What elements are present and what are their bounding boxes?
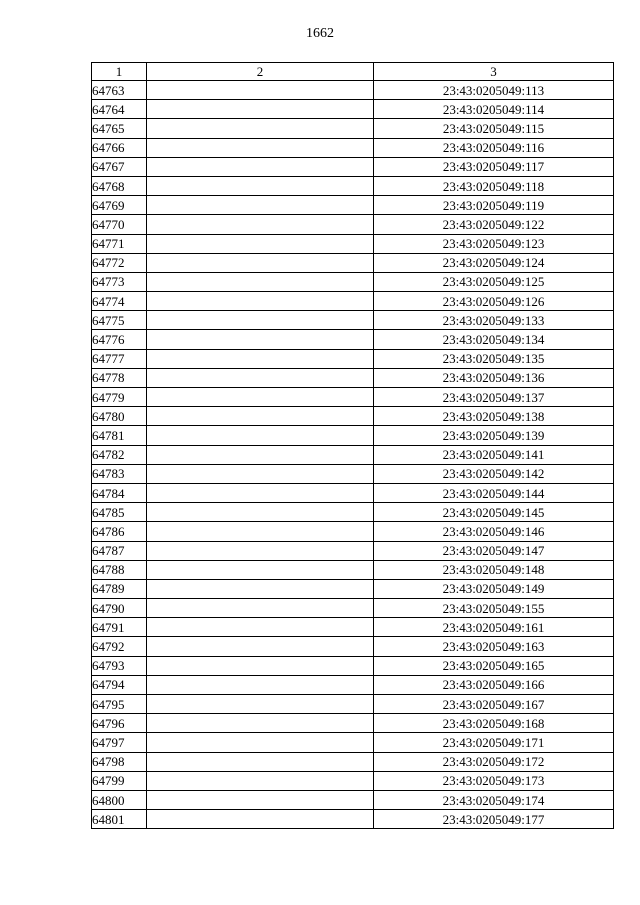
row-number-cell: 64789 <box>92 579 147 598</box>
row-number-cell: 64791 <box>92 618 147 637</box>
cadastral-number-cell: 23:43:0205049:124 <box>374 253 614 272</box>
table-row <box>92 714 614 733</box>
table-row <box>92 157 614 176</box>
table-row <box>92 138 614 157</box>
table-row <box>92 599 614 618</box>
row-number-cell: 64775 <box>92 311 147 330</box>
row-number-cell: 64793 <box>92 656 147 675</box>
row-number-cell: 64770 <box>92 215 147 234</box>
description-cell <box>147 311 374 330</box>
description-cell <box>147 426 374 445</box>
description-cell <box>147 714 374 733</box>
row-number-cell: 64772 <box>92 253 147 272</box>
row-number-cell: 64786 <box>92 522 147 541</box>
cadastral-number-cell: 23:43:0205049:125 <box>374 272 614 291</box>
row-number-cell: 64787 <box>92 541 147 560</box>
description-cell <box>147 176 374 195</box>
row-number-cell: 64801 <box>92 810 147 829</box>
table-row <box>92 445 614 464</box>
description-cell <box>147 368 374 387</box>
description-cell <box>147 119 374 138</box>
column-header-3: 3 <box>374 63 614 81</box>
table-row <box>92 790 614 809</box>
description-cell <box>147 138 374 157</box>
table-row <box>92 771 614 790</box>
row-number-cell: 64764 <box>92 100 147 119</box>
table-row <box>92 81 614 100</box>
description-cell <box>147 196 374 215</box>
row-number-cell: 64777 <box>92 349 147 368</box>
table-row <box>92 483 614 502</box>
description-cell <box>147 157 374 176</box>
cadastral-number-cell: 23:43:0205049:173 <box>374 771 614 790</box>
row-number-cell: 64779 <box>92 388 147 407</box>
cadastral-number-cell: 23:43:0205049:149 <box>374 579 614 598</box>
row-number-cell: 64782 <box>92 445 147 464</box>
table-row <box>92 176 614 195</box>
cadastral-number-cell: 23:43:0205049:122 <box>374 215 614 234</box>
cadastral-number-cell: 23:43:0205049:166 <box>374 675 614 694</box>
description-cell <box>147 656 374 675</box>
description-cell <box>147 618 374 637</box>
description-cell <box>147 234 374 253</box>
row-number-cell: 64778 <box>92 368 147 387</box>
cadastral-number-cell: 23:43:0205049:134 <box>374 330 614 349</box>
cadastral-number-cell: 23:43:0205049:174 <box>374 790 614 809</box>
table-row <box>92 426 614 445</box>
row-number-cell: 64799 <box>92 771 147 790</box>
description-cell <box>147 733 374 752</box>
cadastral-number-cell: 23:43:0205049:133 <box>374 311 614 330</box>
table-row <box>92 368 614 387</box>
row-number-cell: 64792 <box>92 637 147 656</box>
table-body <box>92 81 614 829</box>
cadastral-number-cell: 23:43:0205049:116 <box>374 138 614 157</box>
description-cell <box>147 215 374 234</box>
description-cell <box>147 675 374 694</box>
row-number-cell: 64763 <box>92 81 147 100</box>
cadastral-number-cell: 23:43:0205049:172 <box>374 752 614 771</box>
description-cell <box>147 407 374 426</box>
table-row <box>92 407 614 426</box>
row-number-cell: 64783 <box>92 464 147 483</box>
description-cell <box>147 483 374 502</box>
description-cell <box>147 579 374 598</box>
table-row <box>92 272 614 291</box>
table-row <box>92 695 614 714</box>
cadastral-number-cell: 23:43:0205049:119 <box>374 196 614 215</box>
description-cell <box>147 752 374 771</box>
cadastral-number-cell: 23:43:0205049:135 <box>374 349 614 368</box>
column-header-2: 2 <box>147 63 374 81</box>
row-number-cell: 64771 <box>92 234 147 253</box>
cadastral-number-cell: 23:43:0205049:141 <box>374 445 614 464</box>
description-cell <box>147 81 374 100</box>
cadastral-number-cell: 23:43:0205049:136 <box>374 368 614 387</box>
cadastral-table <box>91 62 614 829</box>
table-row <box>92 119 614 138</box>
table-row <box>92 522 614 541</box>
table-row <box>92 215 614 234</box>
description-cell <box>147 522 374 541</box>
table-row <box>92 810 614 829</box>
table-row <box>92 100 614 119</box>
cadastral-number-cell: 23:43:0205049:163 <box>374 637 614 656</box>
cadastral-number-cell: 23:43:0205049:144 <box>374 483 614 502</box>
cadastral-number-cell: 23:43:0205049:171 <box>374 733 614 752</box>
table-row <box>92 253 614 272</box>
cadastral-number-cell: 23:43:0205049:168 <box>374 714 614 733</box>
table-row <box>92 196 614 215</box>
description-cell <box>147 695 374 714</box>
page-number: 1662 <box>306 26 334 41</box>
cadastral-number-cell: 23:43:0205049:146 <box>374 522 614 541</box>
table-row <box>92 560 614 579</box>
cadastral-number-cell: 23:43:0205049:113 <box>374 81 614 100</box>
description-cell <box>147 637 374 656</box>
row-number-cell: 64795 <box>92 695 147 714</box>
cadastral-number-cell: 23:43:0205049:117 <box>374 157 614 176</box>
table-row <box>92 330 614 349</box>
description-cell <box>147 541 374 560</box>
cadastral-number-cell: 23:43:0205049:126 <box>374 292 614 311</box>
description-cell <box>147 810 374 829</box>
row-number-cell: 64785 <box>92 503 147 522</box>
table-row <box>92 637 614 656</box>
row-number-cell: 64784 <box>92 483 147 502</box>
row-number-cell: 64767 <box>92 157 147 176</box>
description-cell <box>147 349 374 368</box>
cadastral-number-cell: 23:43:0205049:155 <box>374 599 614 618</box>
description-cell <box>147 771 374 790</box>
description-cell <box>147 100 374 119</box>
table-header-row <box>92 63 614 81</box>
row-number-cell: 64800 <box>92 790 147 809</box>
table-row <box>92 618 614 637</box>
row-number-cell: 64773 <box>92 272 147 291</box>
column-header-1: 1 <box>92 63 147 81</box>
description-cell <box>147 560 374 579</box>
row-number-cell: 64765 <box>92 119 147 138</box>
cadastral-number-cell: 23:43:0205049:123 <box>374 234 614 253</box>
table-row <box>92 733 614 752</box>
description-cell <box>147 445 374 464</box>
description-cell <box>147 599 374 618</box>
cadastral-number-cell: 23:43:0205049:167 <box>374 695 614 714</box>
description-cell <box>147 503 374 522</box>
row-number-cell: 64776 <box>92 330 147 349</box>
row-number-cell: 64790 <box>92 599 147 618</box>
cadastral-number-cell: 23:43:0205049:145 <box>374 503 614 522</box>
table-row <box>92 464 614 483</box>
table-row <box>92 388 614 407</box>
row-number-cell: 64780 <box>92 407 147 426</box>
row-number-cell: 64797 <box>92 733 147 752</box>
cadastral-number-cell: 23:43:0205049:148 <box>374 560 614 579</box>
row-number-cell: 64769 <box>92 196 147 215</box>
cadastral-number-cell: 23:43:0205049:118 <box>374 176 614 195</box>
table-row <box>92 752 614 771</box>
description-cell <box>147 292 374 311</box>
table-row <box>92 579 614 598</box>
table-row <box>92 234 614 253</box>
row-number-cell: 64781 <box>92 426 147 445</box>
cadastral-number-cell: 23:43:0205049:142 <box>374 464 614 483</box>
row-number-cell: 64796 <box>92 714 147 733</box>
row-number-cell: 64798 <box>92 752 147 771</box>
table-row <box>92 656 614 675</box>
cadastral-number-cell: 23:43:0205049:138 <box>374 407 614 426</box>
table-row <box>92 675 614 694</box>
table-row <box>92 503 614 522</box>
description-cell <box>147 272 374 291</box>
row-number-cell: 64794 <box>92 675 147 694</box>
description-cell <box>147 253 374 272</box>
row-number-cell: 64788 <box>92 560 147 579</box>
cadastral-number-cell: 23:43:0205049:114 <box>374 100 614 119</box>
cadastral-number-cell: 23:43:0205049:137 <box>374 388 614 407</box>
description-cell <box>147 790 374 809</box>
table-row <box>92 349 614 368</box>
cadastral-number-cell: 23:43:0205049:139 <box>374 426 614 445</box>
description-cell <box>147 330 374 349</box>
table-row <box>92 541 614 560</box>
row-number-cell: 64768 <box>92 176 147 195</box>
table-row <box>92 311 614 330</box>
cadastral-number-cell: 23:43:0205049:147 <box>374 541 614 560</box>
cadastral-number-cell: 23:43:0205049:165 <box>374 656 614 675</box>
table-row <box>92 292 614 311</box>
description-cell <box>147 464 374 483</box>
description-cell <box>147 388 374 407</box>
cadastral-number-cell: 23:43:0205049:177 <box>374 810 614 829</box>
row-number-cell: 64774 <box>92 292 147 311</box>
row-number-cell: 64766 <box>92 138 147 157</box>
cadastral-number-cell: 23:43:0205049:161 <box>374 618 614 637</box>
cadastral-number-cell: 23:43:0205049:115 <box>374 119 614 138</box>
